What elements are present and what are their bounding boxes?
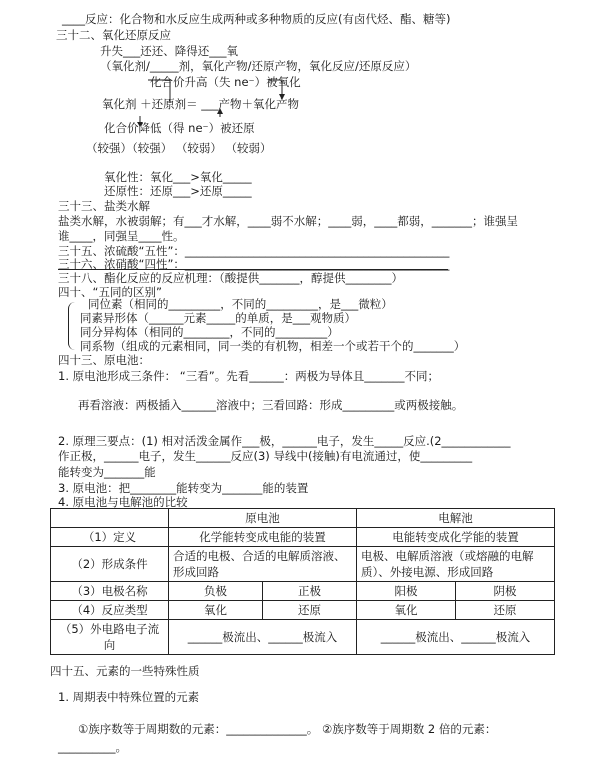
table-cell: 氧化 <box>357 601 456 620</box>
text-line: ____反应：化合物和水反应生成两种或多种物质的反应(有卤代烃、酯、糖等) <box>62 12 451 26</box>
brace <box>68 302 77 350</box>
text-line: 同位素（相同的_________，不同的_________，是___微粒） <box>88 297 393 311</box>
section-heading: 三十六、浓硝酸“四性”：______________________________________________ <box>58 257 450 271</box>
table-row <box>51 528 555 547</box>
table-cell: 电极、电解质溶液（或熔融的电解质）、外接电源、形成回路 <box>357 547 555 582</box>
table-cell: 氧化 <box>169 601 263 620</box>
table-row <box>51 582 555 601</box>
text-line: ①族序数等于周期数的元素：______________。 ②族序数等于周期数 2 倍的元素： <box>78 722 497 736</box>
diagram-label-reduced: 化合价降低（得 ne⁻）被还原 <box>104 121 255 135</box>
row-label: （3）电极名称 <box>51 582 169 601</box>
text-line: 盐类水解，水被弱解；有___才水解，____弱不水解；____弱，____都弱，_______；谁强呈 <box>58 214 518 228</box>
table-cell: 还原 <box>263 601 357 620</box>
text-line: 1. 原电池形成三条件： “三看”。先看______：两极为导体且_______不同； <box>58 369 439 383</box>
table-cell: 阳极 <box>357 582 456 601</box>
text-line: 3. 原电池：把________能转变为_______能的装置 <box>58 481 309 495</box>
table-cell: 负极 <box>169 582 263 601</box>
text-line: 还原性：还原___>还原_____ <box>104 184 252 198</box>
section-heading: 三十八、酯化反应的反应机理：（酸提供_______，醇提供________） <box>58 271 403 285</box>
section-heading: 三十五、浓硫酸“五性”：______________________________________________ <box>58 244 450 258</box>
table-header-cell: 电解池 <box>357 509 555 528</box>
diagram-label-oxidized: 化合价升高（失 ne⁻）被氧化 <box>150 75 301 89</box>
text-line: 氧化性：氧化___>氧化_____ <box>104 170 252 184</box>
text-line: 作正极，______电子，发生______反应(3) 导线中(接触)有电流通过，使_________ <box>58 449 473 463</box>
section-heading: 三十二、氧化还原反应 <box>56 28 171 42</box>
text-line: __________。 <box>58 740 127 754</box>
row-label: （5）外电路电子流向 <box>51 620 169 655</box>
row-label: （2）形成条件 <box>51 547 169 582</box>
table-cell: 正极 <box>263 582 357 601</box>
diagram-equation: 氧化剂 ＋还原剂＝ ___产物＋氧化产物 <box>102 97 300 111</box>
table-row <box>51 601 555 620</box>
text-line: （氧化剂/_____剂，氧化产物/还原产物，氧化反应/还原反应） <box>100 59 417 73</box>
redox-arrows <box>0 70 612 200</box>
section-heading: 四十三、原电池： <box>58 353 150 367</box>
table-row <box>51 547 555 582</box>
text-line: （较强）（较强） （较弱） （较弱） <box>86 141 272 155</box>
table-cell: 化学能转变成电能的装置 <box>169 528 357 547</box>
comparison-table <box>50 508 555 655</box>
table-cell: 合适的电极、合适的电解质溶液、形成回路 <box>169 547 357 582</box>
section-heading: 三十三、盐类水解 <box>58 199 150 213</box>
text-line: 1. 周期表中特殊位置的元素 <box>58 690 200 704</box>
section-heading: 四十五、元素的一些特殊性质 <box>50 664 200 678</box>
table-header-cell: 原电池 <box>169 509 357 528</box>
text-line: 能转变为_______能 <box>58 465 156 479</box>
text-line: 谁____，同强呈____性。 <box>58 229 185 243</box>
row-label: （4）反应类型 <box>51 601 169 620</box>
table-cell: 阴极 <box>456 582 555 601</box>
table-header-row <box>51 509 555 528</box>
table-cell: ______极流出、______极流入 <box>169 620 357 655</box>
table-cell: 还原 <box>456 601 555 620</box>
text-line: 再看溶液：两极插入______溶液中；三看回路：形成_________或两极接触。 <box>78 398 464 412</box>
table-row <box>51 620 555 655</box>
text-line: 升失___还还、降得还___氧 <box>100 44 238 58</box>
text-line: 同分异构体（相同的________，不同的_________） <box>80 325 339 339</box>
divider <box>58 269 448 270</box>
text-line: 同系物（组成的元素相同，同一类的有机物，相差一个或若干个的_______） <box>80 339 466 353</box>
text-line: 同素异形体（______元素_____的单质，是___观物质） <box>80 311 356 325</box>
table-cell: 电能转变成化学能的装置 <box>357 528 555 547</box>
text-line: 2. 原理三要点：(1) 相对活泼金属作___极，______电子，发生_____反应.(2____________ <box>58 434 511 448</box>
row-label: （1）定义 <box>51 528 169 547</box>
section-heading: 四十、“五同的区别” <box>58 285 162 299</box>
table-cell: ______极流出、______极流入 <box>357 620 555 655</box>
table-header-cell <box>51 509 169 528</box>
text-line: 4. 原电池与电解池的比较 <box>58 495 188 509</box>
